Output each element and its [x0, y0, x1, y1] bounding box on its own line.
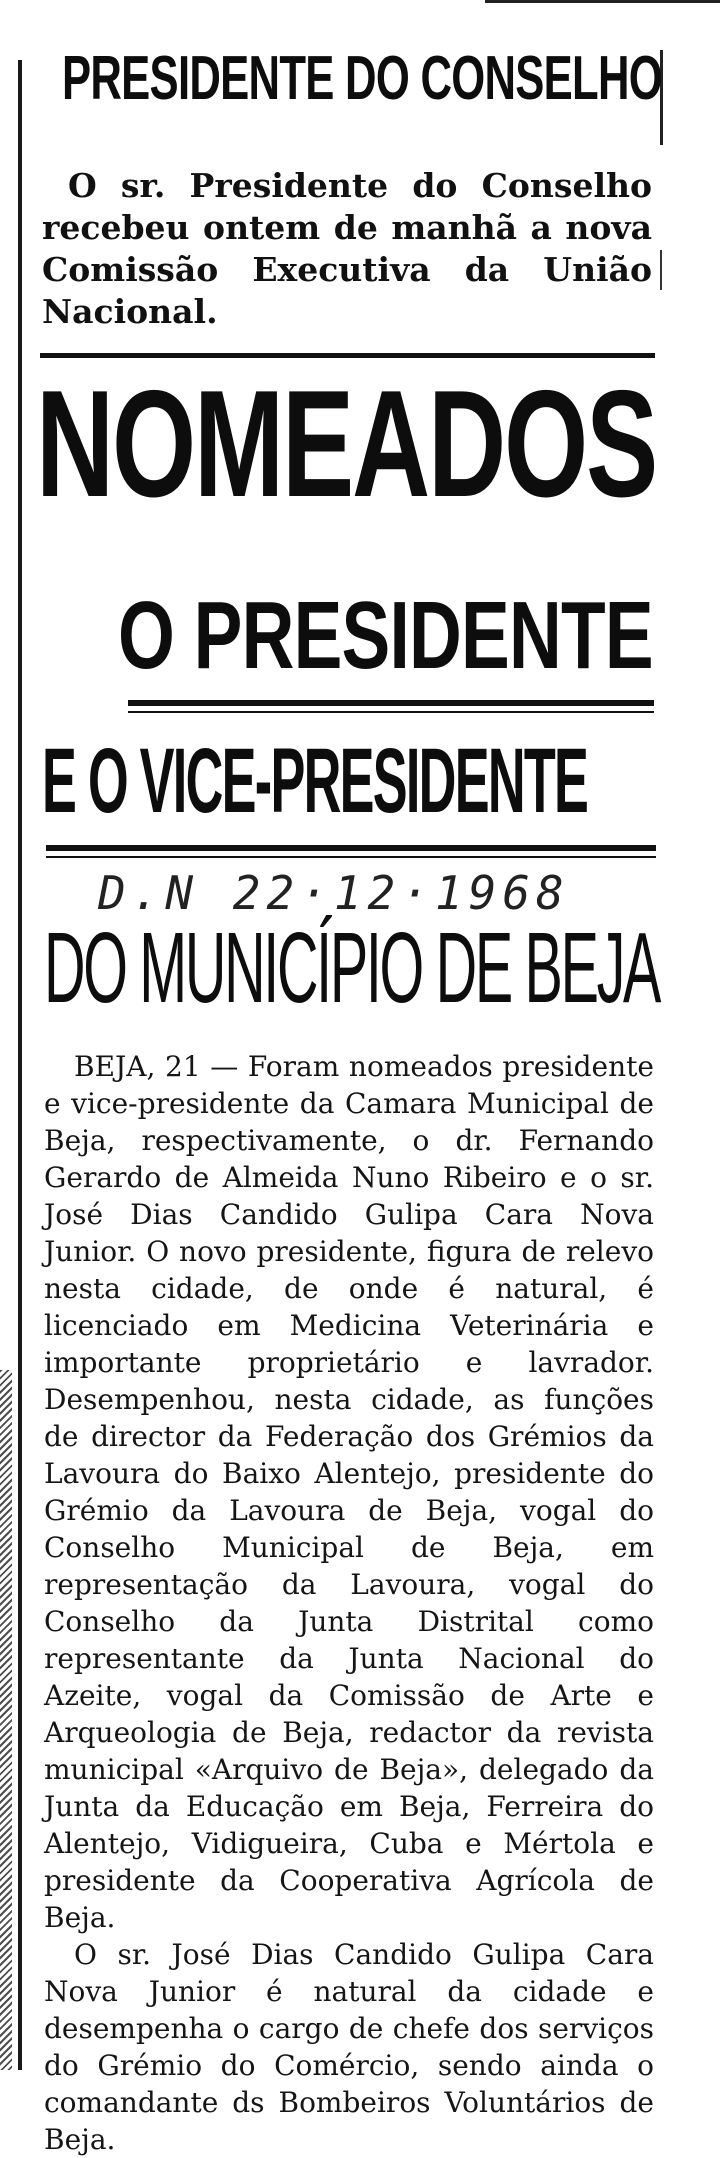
lead-paragraph: O sr. Presidente do Conselho recebeu ontem de manhã a nova Comissão Executiva da União Nacional.: [42, 166, 652, 331]
headline-vice-presidente: E O VICE-PRESIDENTE: [42, 730, 588, 832]
body-paragraph: BEJA, 21 — Foram nomeados presidente e vice-presidente da Camara Municipal de Beja, respectivamente, o dr. Fernando Gerardo de Almeida Nuno Ribeiro e o sr. José Dias Candido Gulipa Cara Nova Junior. O novo presidente, figura de relevo nesta cidade, de onde é natural, é licenciado em Medicina Veterinária e importante proprietário e lavrador. Desempenhou, nesta cidade, as funções de director da Federação dos Grémios da Lavoura do Baixo Alentejo, presidente do Grémio da Lavoura de Beja, vogal do Conselho Municipal de Beja, em representação da Lavoura, vogal do Conselho da Junta Distrital como representante da Junta Nacional do Azeite, vogal da Comissão de Arte e Arqueologia de Beja, redactor da revista municipal «Arquivo de Beja», delegado da Junta da Educação em Beja, Ferreira do Alentejo, Vidigueira, Cuba e Mértola e presidente da Cooperativa Agrícola de Beja.: [44, 1050, 654, 1934]
section-divider: [40, 353, 655, 358]
lead-article: [42, 165, 652, 333]
headline-nomeados: NOMEADOS: [36, 359, 657, 529]
body-paragraph: O sr. José Dias Candido Gulipa Cara Nova Junior é natural da cidade e desempenha o cargo de chefe dos serviços do Grémio do Comércio, sendo ainda o comandante ds Bombeiros Voluntários de Beja.: [44, 1938, 654, 2156]
double-rule-thick: [128, 700, 654, 706]
headline-o-presidente: O PRESIDENTE: [118, 582, 653, 689]
left-column-rule: [18, 60, 22, 2070]
headline-municipio-de-beja: DO MUNICÍPIO DE BEJA: [44, 912, 660, 1024]
left-edge-hatching: [0, 1370, 12, 2070]
double-rule-thick: [46, 845, 656, 851]
article-body: [44, 1048, 654, 2158]
headline-presidente-do-conselho: PRESIDENTE DO CONSELHO: [62, 44, 662, 113]
right-edge-mark: [660, 250, 662, 290]
double-rule-thin: [128, 711, 654, 713]
top-rule: [485, 0, 720, 3]
double-rule-thin: [46, 856, 656, 858]
handwritten-date-note: D.N 22·12·1968: [98, 866, 570, 920]
